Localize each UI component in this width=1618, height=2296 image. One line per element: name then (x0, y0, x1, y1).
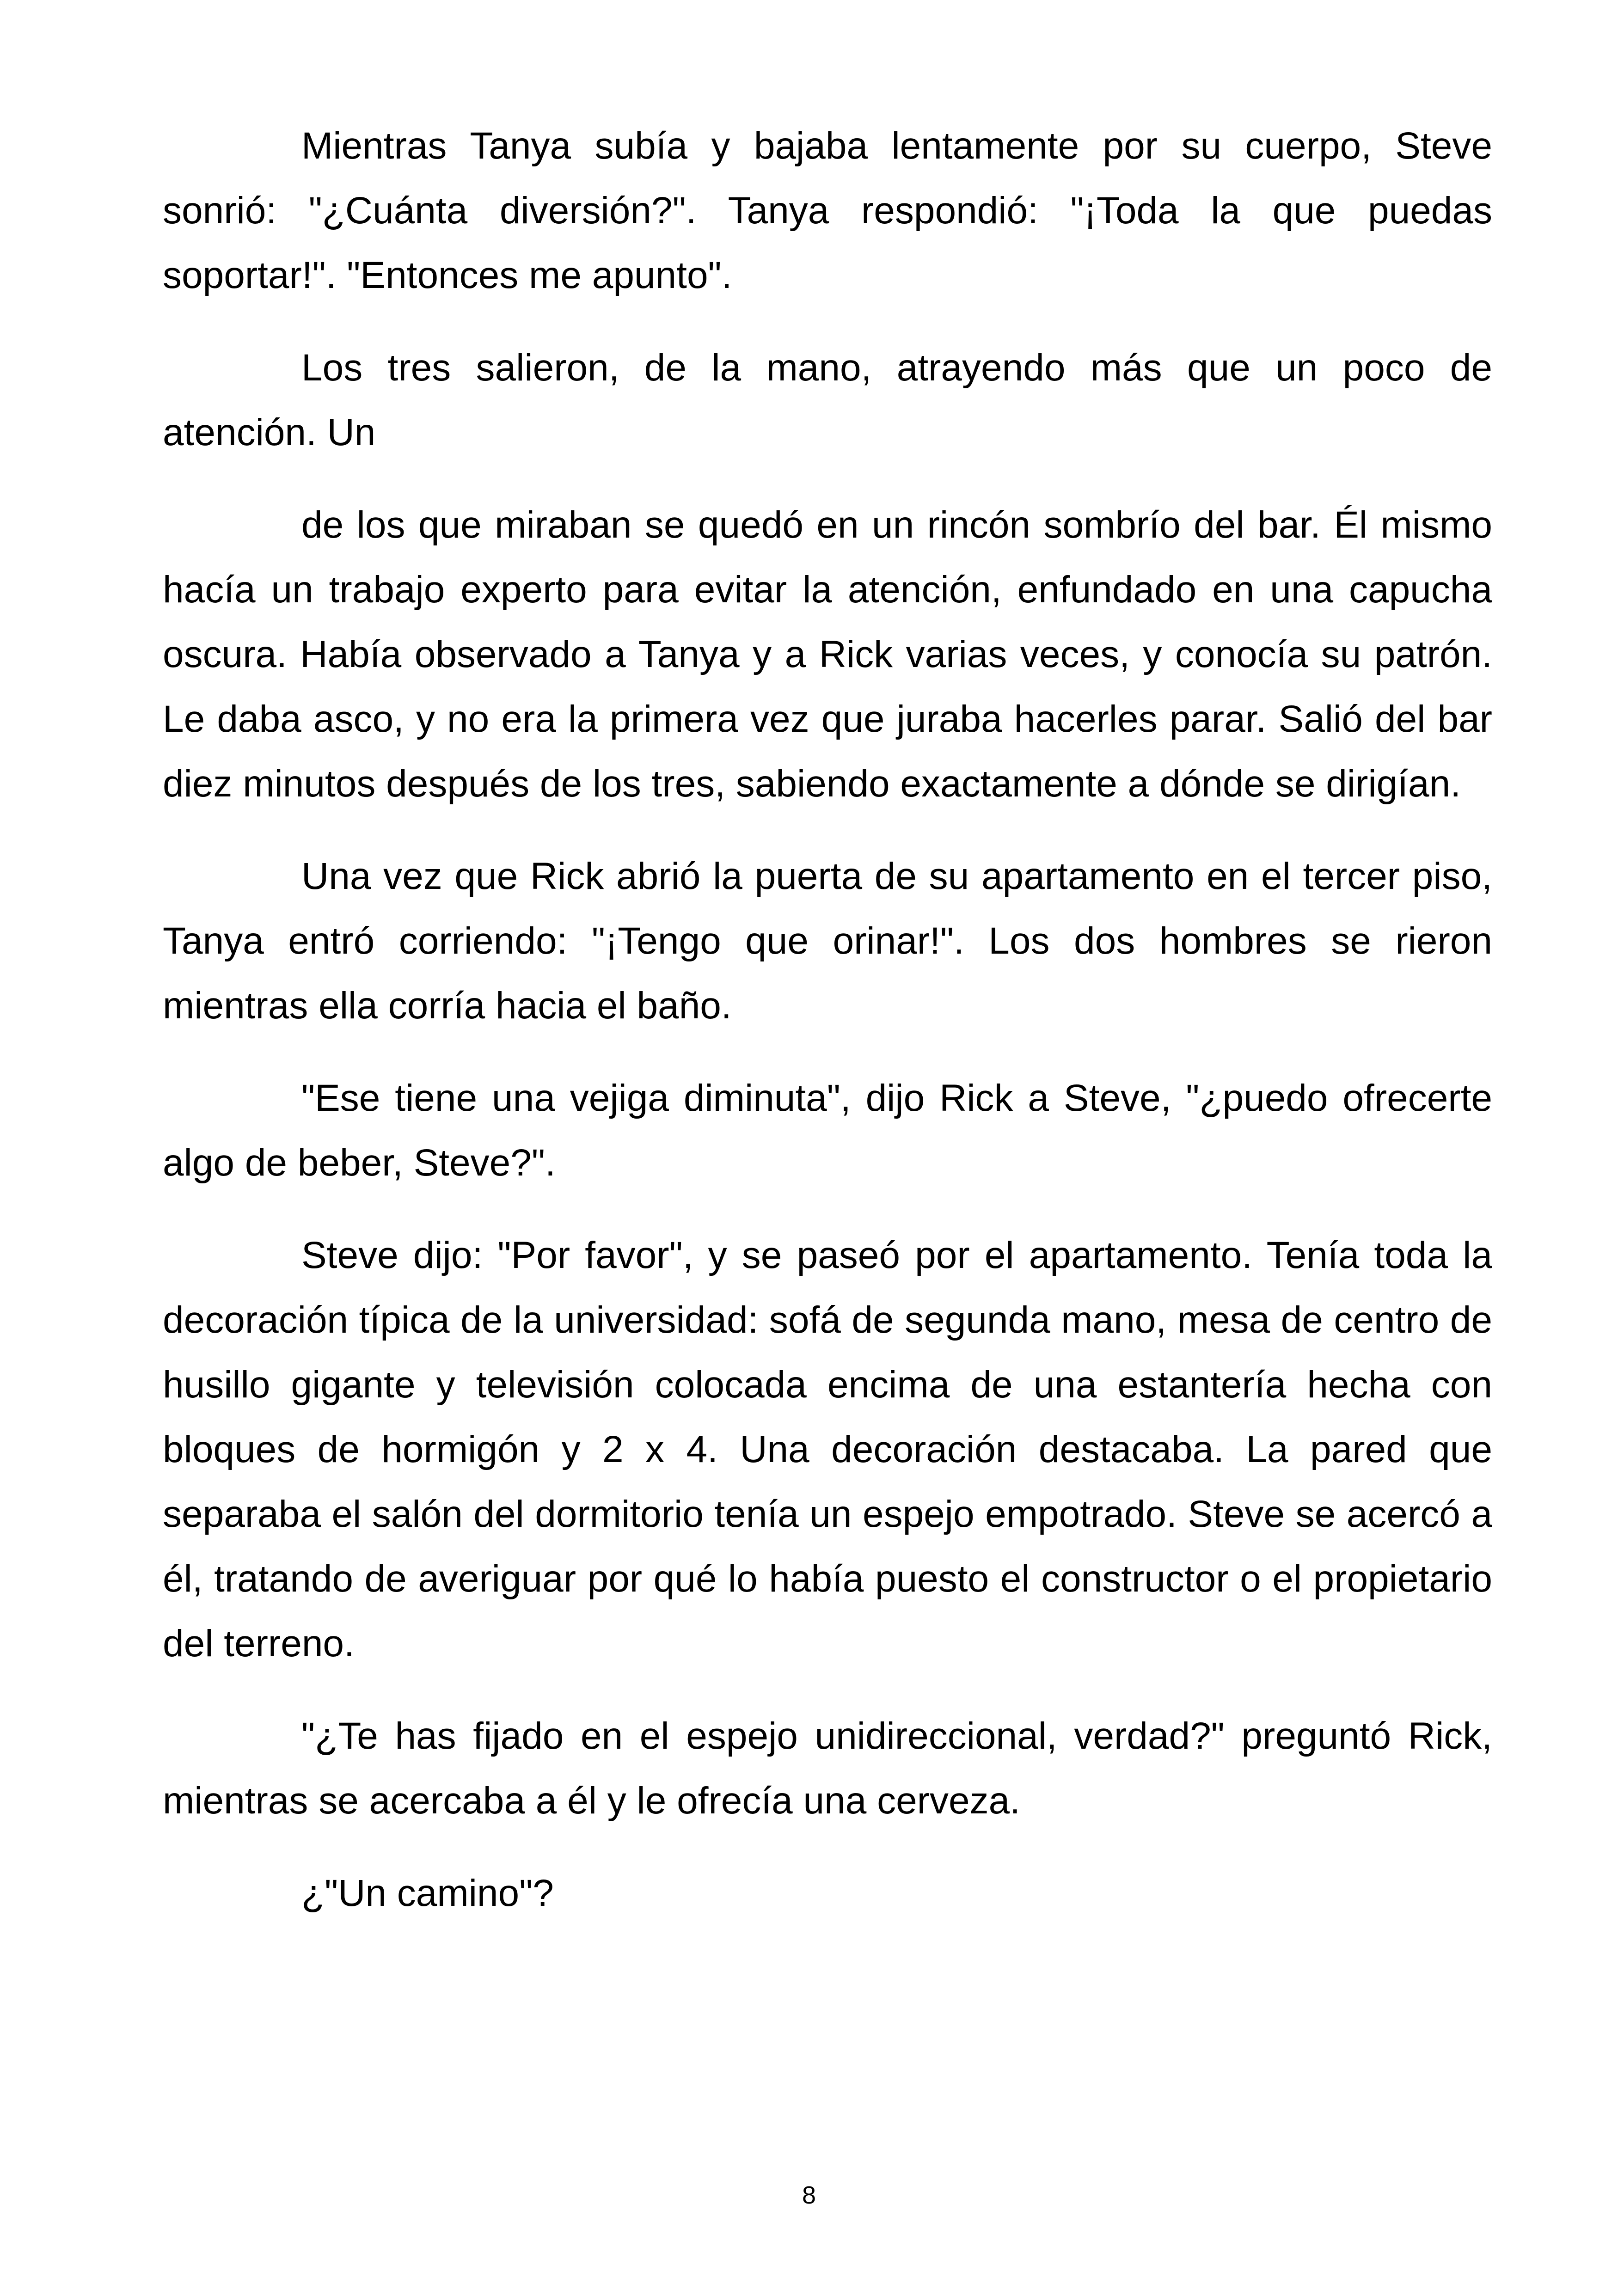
paragraph: Steve dijo: "Por favor", y se paseó por el apartamento. Tenía toda la decoración típica de la universidad: sofá de segunda mano, mesa de centro de husillo gigante y televisión colocada encima de una estantería hecha con bloques de hormigón y 2 x 4. Una decoración destacaba. La pared que separaba el salón del dormitorio tenía un espejo empotrado. Steve se acercó a él, tratando de averiguar por qué lo había puesto el constructor o el propietario del terreno. (163, 1234, 1492, 1665)
paragraph: Una vez que Rick abrió la puerta de su apartamento en el tercer piso, Tanya entró corriendo: "¡Tengo que orinar!". Los dos hombres se rieron mientras ella corría hacia el baño. (163, 855, 1492, 1027)
paragraph: "¿Te has fijado en el espejo unidireccional, verdad?" preguntó Rick, mientras se acercaba a él y le ofrecía una cerveza. (163, 1715, 1492, 1822)
body-text (163, 114, 1492, 1953)
paragraph: Mientras Tanya subía y bajaba lentamente por su cuerpo, Steve sonrió: "¿Cuánta diversión?". Tanya respondió: "¡Toda la que puedas soportar!". "Entonces me apunto". (163, 125, 1492, 296)
paragraph: ¿"Un camino"? (301, 1872, 554, 1914)
paragraph: de los que miraban se quedó en un rincón sombrío del bar. Él mismo hacía un trabajo experto para evitar la atención, enfundado en una capucha oscura. Había observado a Tanya y a Rick varias veces, y conocía su patrón. Le daba asco, y no era la primera vez que juraba hacerles parar. Salió del bar diez minutos después de los tres, sabiendo exactamente a dónde se dirigían. (163, 504, 1492, 805)
paragraph: "Ese tiene una vejiga diminuta", dijo Rick a Steve, "¿puedo ofrecerte algo de beber, Steve?". (163, 1077, 1492, 1184)
paragraph: Los tres salieron, de la mano, atrayendo más que un poco de atención. Un (163, 347, 1492, 453)
page-number: 8 (802, 2181, 816, 2209)
